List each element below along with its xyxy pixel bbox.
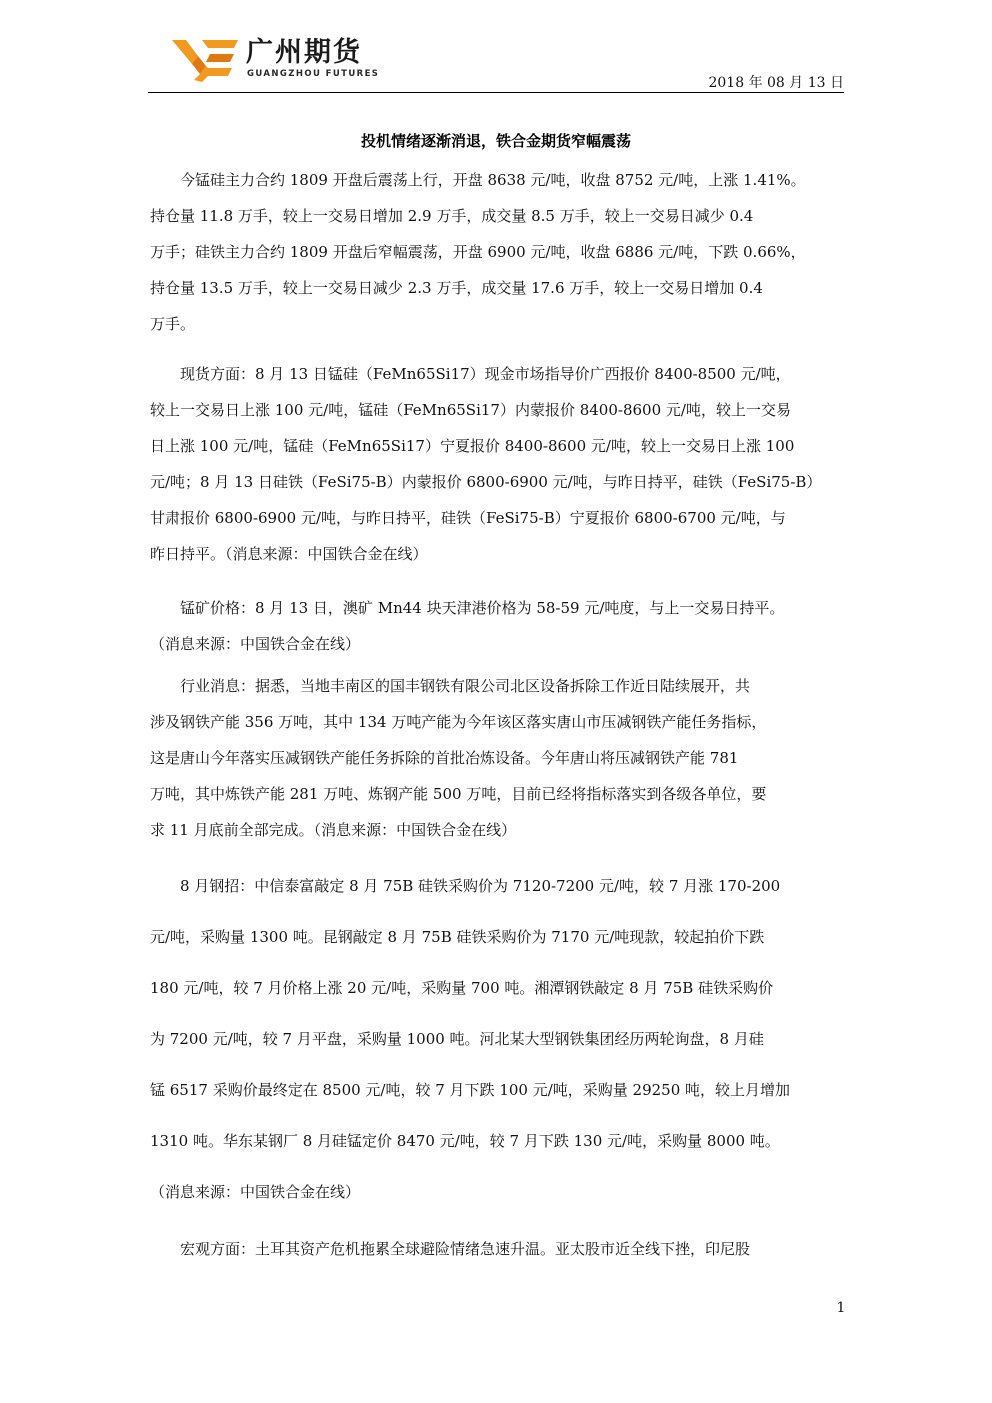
text-line: （消息来源：中国铁合金在线） [150, 1183, 361, 1201]
text-line: 今锰硅主力合约 1809 开盘后震荡上行，开盘 8638 元/吨，收盘 8752 元/吨，上涨 1.41%。 [150, 171, 806, 189]
text-line: 持仓量 11.8 万手，较上一交易日增加 2.9 万手，成交量 8.5 万手，较上一交易日减少 0.4 [150, 207, 754, 225]
page-number: 1 [836, 1300, 846, 1316]
text-line: 元/吨，采购量 1300 吨。昆钢敲定 8 月 75B 硅铁采购价为 7170 元/吨现款，较起拍价下跌 [150, 928, 765, 946]
text-line: 180 元/吨，较 7 月价格上涨 20 元/吨，采购量 700 吨。湘潭钢铁敲定 8 月 75B 硅铁采购价 [150, 979, 774, 997]
text-line: 万手。 [150, 315, 196, 333]
report-date: 2018 年 08 月 13 日 [708, 75, 844, 91]
text-line: （消息来源：中国铁合金在线） [150, 635, 361, 653]
text-line: 甘肃报价 6800-6900 元/吨，与昨日持平，硅铁（FeSi75-B）宁夏报价 6800-6700 元/吨，与 [150, 509, 786, 527]
text-line: 行业消息：据悉，当地丰南区的国丰钢铁有限公司北区设备拆除工作近日陆续展开，共 [150, 677, 751, 695]
paragraph-macro [150, 1224, 850, 1275]
logo-chinese-name: 广州期货 [246, 37, 362, 68]
text-line: 宏观方面：土耳其资产危机拖累全球避险情绪急速升温。亚太股市近全线下挫，印尼股 [150, 1240, 751, 1258]
text-line: 持仓量 13.5 万手，较上一交易日减少 2.3 万手，成交量 17.6 万手，较上一交易日增加 0.4 [150, 279, 763, 297]
logo-english-name: GUANGZHOU FUTURES [247, 69, 380, 79]
text-line: 较上一交易日上涨 100 元/吨，锰硅（FeMn65Si17）内蒙报价 8400-8600 元/吨，较上一交易 [150, 401, 791, 419]
text-line: 现货方面：8 月 13 日锰硅（FeMn65Si17）现金市场指导价广西报价 8400-8500 元/吨， [150, 365, 791, 383]
text-line: 这是唐山今年落实压减钢铁产能任务拆除的首批冶炼设备。今年唐山将压减钢铁产能 781 [150, 749, 739, 767]
page-header [148, 28, 844, 94]
text-line: 锰 6517 采购价最终定在 8500 元/吨，较 7 月下跌 100 元/吨，采购量 29250 吨，较上月增加 [150, 1081, 791, 1099]
text-line: 涉及钢铁产能 356 万吨，其中 134 万吨产能为今年该区落实唐山市压减钢铁产能任务指标， [150, 713, 767, 731]
paragraph-manganese-ore [150, 590, 850, 662]
article-title: 投机情绪逐渐消退，铁合金期货窄幅震荡 [360, 132, 631, 150]
text-line: 日上涨 100 元/吨，锰硅（FeMn65Si17）宁夏报价 8400-8600 元/吨，较上一交易日上涨 100 [150, 437, 795, 455]
text-line: 8 月钢招：中信泰富敲定 8 月 75B 硅铁采购价为 7120-7200 元/吨，较 7 月涨 170-200 [150, 877, 781, 895]
text-line: 1310 吨。华东某钢厂 8 月硅锰定价 8470 元/吨，较 7 月下跌 130 元/吨，采购量 8000 吨。 [150, 1132, 780, 1150]
paragraph-market-summary [150, 162, 850, 342]
header-divider [148, 92, 844, 93]
text-line: 昨日持平。（消息来源：中国铁合金在线） [150, 545, 428, 563]
paragraph-steel-tender [150, 861, 850, 1218]
text-line: 元/吨；8 月 13 日硅铁（FeSi75-B）内蒙报价 6800-6900 元/吨，与昨日持平，硅铁（FeSi75-B） [150, 473, 822, 491]
guangzhou-futures-logo-icon [172, 38, 238, 82]
text-line: 万手；硅铁主力合约 1809 开盘后窄幅震荡，开盘 6900 元/吨，收盘 6886 元/吨，下跌 0.66%， [150, 243, 806, 261]
paragraph-spot-market [150, 356, 850, 572]
text-line: 为 7200 元/吨，较 7 月平盘，采购量 1000 吨。河北某大型钢铁集团经历两轮询盘，8 月硅 [150, 1030, 764, 1048]
text-line: 锰矿价格：8 月 13 日，澳矿 Mn44 块天津港价格为 58-59 元/吨度，与上一交易日持平。 [150, 599, 785, 617]
text-line: 求 11 月底前全部完成。（消息来源：中国铁合金在线） [150, 821, 517, 839]
paragraph-industry-news [150, 668, 850, 848]
text-line: 万吨，其中炼铁产能 281 万吨、炼钢产能 500 万吨，目前已经将指标落实到各级各单位，要 [150, 785, 767, 803]
